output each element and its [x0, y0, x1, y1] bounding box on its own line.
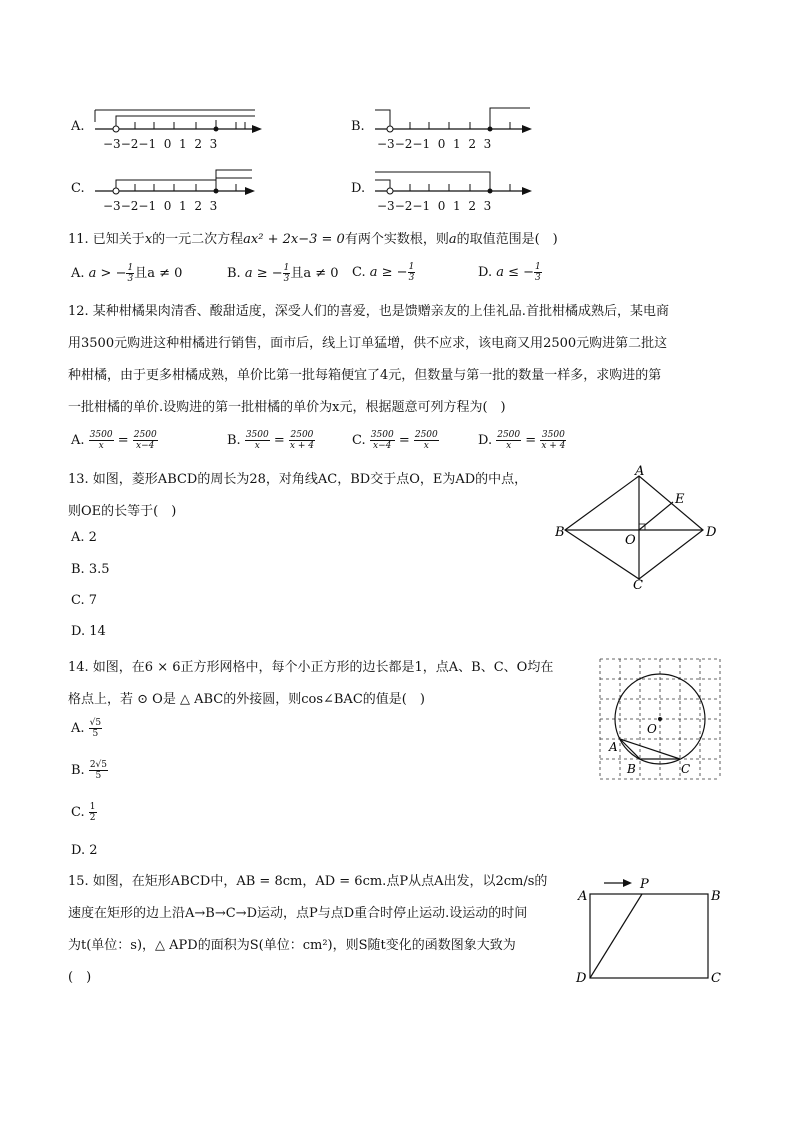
q13-label-a: A	[635, 464, 645, 479]
q11-option-b[interactable]: B. a ≥ − $\frac{1}{3}$ 且a ≠ 0	[227, 263, 339, 284]
q13-option-a[interactable]: A. 2	[71, 530, 97, 545]
q15-line-2: 速度在矩形的边上沿A→B→C→D运动，点P与点D重合时停止运动.设运动的时间	[68, 906, 528, 921]
q14-option-c[interactable]: C. $\frac{1}{2}$	[71, 802, 96, 823]
q15-label-b: B	[711, 889, 721, 904]
option-a-label[interactable]: A.	[71, 119, 85, 134]
q12-option-b[interactable]: B. $\frac{3500}{x}$ = $\frac{2500}{x + 4}$	[227, 430, 314, 451]
q12-line-4: 一批柑橘的单价.设购进的第一批柑橘的单价为x元，根据题意可列方程为( )	[68, 400, 506, 415]
option-c-label[interactable]: C.	[71, 181, 85, 196]
q15-label-c: C	[711, 971, 721, 986]
q14-label-c: C	[681, 762, 691, 776]
q13-option-b[interactable]: B. 3.5	[71, 562, 110, 577]
q12-option-a[interactable]: A. $\frac{3500}{x}$ = $\frac{2500}{x-4}$	[71, 430, 157, 451]
q14-grid-figure	[596, 655, 726, 785]
q12-line-2: 用3500元购进这种柑橘进行销售，面市后，线上订单猛增，供不应求，该电商又用2500元购进第二批这	[68, 336, 668, 351]
q11-option-d[interactable]: D. a ≤ − $\frac{1}{3}$	[478, 262, 541, 283]
q13-rhombus-figure	[555, 462, 725, 594]
numberline-ticks-a: −3−2−1 0 1 2 3	[103, 137, 218, 151]
q13-label-b: B	[555, 525, 565, 540]
option-b-label[interactable]: B.	[351, 119, 365, 134]
q13-label-o: O	[625, 533, 636, 548]
q12-option-c[interactable]: C. $\frac{3500}{x-4}$ = $\frac{2500}{x}$	[352, 430, 438, 451]
q15-line-4: ( )	[68, 970, 92, 985]
numberline-ticks-c: −3−2−1 0 1 2 3	[103, 199, 218, 213]
q14-option-a[interactable]: A. $\frac{√5}{5}$	[71, 718, 102, 739]
q13-option-c[interactable]: C. 7	[71, 593, 98, 608]
q13-line-2: 则OE的长等于( )	[68, 504, 177, 519]
q11-stem: 11. 已知关于x的一元二次方程ax² + 2x−3 = 0有两个实数根，则a的取值范围是( )	[68, 232, 558, 247]
numberline-ticks-d: −3−2−1 0 1 2 3	[377, 199, 492, 213]
q12-option-d[interactable]: D. $\frac{2500}{x}$ = $\frac{3500}{x + 4}$	[478, 430, 566, 451]
q11-option-c[interactable]: C. a ≥ − $\frac{1}{3}$	[352, 262, 415, 283]
numberline-ticks-b: −3−2−1 0 1 2 3	[377, 137, 492, 151]
q12-line-3: 种柑橘，由于更多柑橘成熟，单价比第一批每箱便宜了4元，但数量与第一批的数量一样多，求购进的第	[68, 368, 662, 383]
q15-line-3: 为t(单位：s)，△ APD的面积为S(单位：cm²)，则S随t变化的函数图象大致为	[68, 938, 516, 953]
q14-line-1: 14. 如图，在6 × 6正方形网格中，每个小正方形的边长都是1，点A、B、C、O均在	[68, 660, 554, 675]
q12-line-1: 12. 某种柑橘果肉清香、酸甜适度，深受人们的喜爱，也是馈赠亲友的上佳礼品.首批柑橘成熟后，某电商	[68, 304, 669, 319]
q15-label-d: D	[576, 971, 587, 986]
q15-rectangle-figure	[570, 872, 730, 990]
q13-line-1: 13. 如图，菱形ABCD的周长为28，对角线AC，BD交于点O，E为AD的中点，	[68, 472, 528, 487]
q14-label-a: A	[609, 740, 618, 754]
q13-label-c: C	[633, 578, 643, 593]
option-d-label[interactable]: D.	[351, 181, 366, 196]
q13-label-d: D	[706, 525, 717, 540]
q15-line-1: 15. 如图，在矩形ABCD中，AB = 8cm，AD = 6cm.点P从点A出发，以2cm/s的	[68, 874, 548, 889]
q14-label-b: B	[627, 762, 636, 776]
q13-label-e: E	[675, 492, 685, 507]
q14-line-2: 格点上，若 ⊙ O是 △ ABC的外接圆，则cos∠BAC的值是( )	[68, 692, 425, 707]
q15-label-a: A	[578, 889, 588, 904]
q14-option-b[interactable]: B. $\frac{2√5}{5}$	[71, 760, 108, 781]
q15-label-p: P	[640, 877, 649, 892]
q14-option-d[interactable]: D. 2	[71, 843, 98, 858]
q13-option-d[interactable]: D. 14	[71, 624, 106, 639]
q14-label-o: O	[647, 722, 657, 736]
q11-option-a[interactable]: A. a > − $\frac{1}{3}$ 且a ≠ 0	[71, 263, 183, 284]
